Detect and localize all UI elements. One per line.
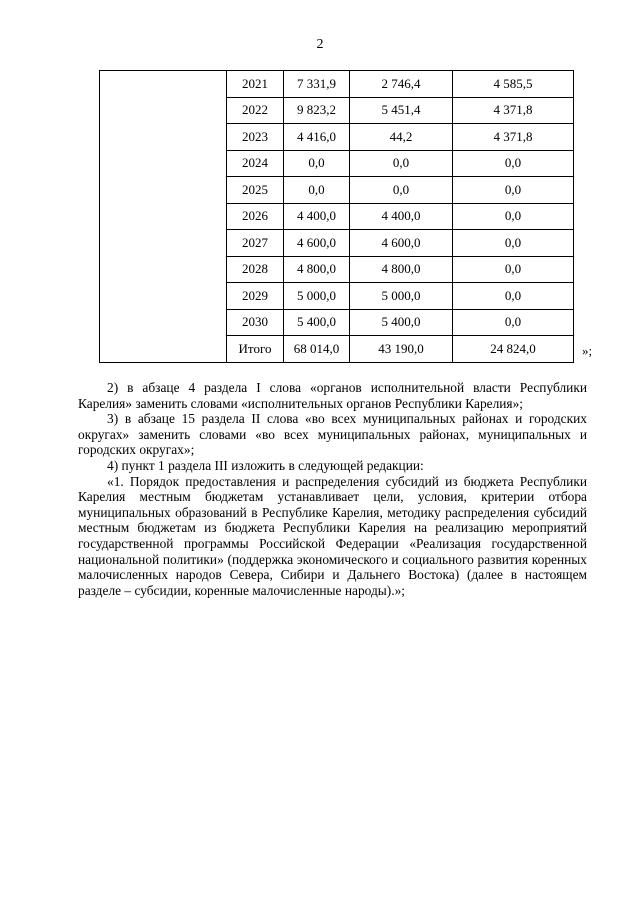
amendment-paragraph: 4) пункт 1 раздела III изложить в следующей редакции:	[107, 457, 424, 473]
amendment-paragraph: 2) в абзаце 4 раздела I слова «органов исполнительной власти Республики Карелия» заменить словами «исполнительных органов Республики Карелия»;	[78, 380, 587, 411]
amount-cell: 0,0	[350, 150, 453, 177]
amount-cell: 2 746,4	[350, 71, 453, 98]
amount-cell: 0,0	[453, 150, 574, 177]
table-closing-quote: »;	[582, 343, 593, 358]
year-cell: 2029	[227, 283, 284, 310]
total-cell: 4 400,0	[284, 203, 350, 230]
total-cell: 4 800,0	[284, 256, 350, 283]
amount-cell: 0,0	[453, 230, 574, 257]
amount-cell: 43 190,0	[350, 336, 453, 363]
total-cell: 4 600,0	[284, 230, 350, 257]
amount-cell: 4 400,0	[350, 203, 453, 230]
total-cell: 9 823,2	[284, 97, 350, 124]
amount-cell: 5 400,0	[350, 309, 453, 336]
total-cell: 5 400,0	[284, 309, 350, 336]
amount-cell: 0,0	[453, 203, 574, 230]
table-row	[100, 71, 574, 98]
year-cell: 2026	[227, 203, 284, 230]
amount-cell: 4 585,5	[453, 71, 574, 98]
total-cell: 0,0	[284, 150, 350, 177]
year-cell: 2025	[227, 177, 284, 204]
total-cell: 7 331,9	[284, 71, 350, 98]
total-cell: 5 000,0	[284, 283, 350, 310]
page-number: 2	[316, 37, 324, 52]
amount-cell: 44,2	[350, 124, 453, 151]
total-cell: 68 014,0	[284, 336, 350, 363]
amount-cell: 0,0	[453, 256, 574, 283]
total-label-cell: Итого	[227, 336, 284, 363]
amendment-paragraph: «1. Порядок предоставления и распределения субсидий из бюджета Республики Карелия местным бюджетам устанавливает цели, условия, критерии отбора муниципальных образований в Республике Карелия, методику распределения субсидий местным бюджетам из бюджета Республики Карелия на реализацию мероприятий государственной программы Российской Федерации «Реализация государственной национальной политики» (поддержка экономического и социального развития коренных малочисленных народов Севера, Сибири и Дальнего Востока) (далее в настоящем разделе – субсидии, коренные малочисленные народы).»;	[78, 473, 587, 598]
year-cell: 2027	[227, 230, 284, 257]
year-cell: 2028	[227, 256, 284, 283]
amount-cell: 4 371,8	[453, 97, 574, 124]
amount-cell: 4 600,0	[350, 230, 453, 257]
amount-cell: 0,0	[453, 309, 574, 336]
merged-label-cell	[100, 71, 227, 363]
year-cell: 2024	[227, 150, 284, 177]
amount-cell: 24 824,0	[453, 336, 574, 363]
funding-table	[99, 70, 574, 363]
year-cell: 2021	[227, 71, 284, 98]
year-cell: 2022	[227, 97, 284, 124]
amount-cell: 0,0	[453, 283, 574, 310]
total-cell: 0,0	[284, 177, 350, 204]
amount-cell: 0,0	[350, 177, 453, 204]
year-cell: 2023	[227, 124, 284, 151]
amount-cell: 0,0	[453, 177, 574, 204]
total-cell: 4 416,0	[284, 124, 350, 151]
amount-cell: 5 451,4	[350, 97, 453, 124]
amendment-paragraph: 3) в абзаце 15 раздела II слова «во всех муниципальных районах и городских округах» заменить словами «во всех муниципальных районах, муниципальных и городских округах»;	[78, 411, 587, 458]
amendment-text	[78, 380, 587, 598]
amount-cell: 4 800,0	[350, 256, 453, 283]
amount-cell: 4 371,8	[453, 124, 574, 151]
year-cell: 2030	[227, 309, 284, 336]
amount-cell: 5 000,0	[350, 283, 453, 310]
